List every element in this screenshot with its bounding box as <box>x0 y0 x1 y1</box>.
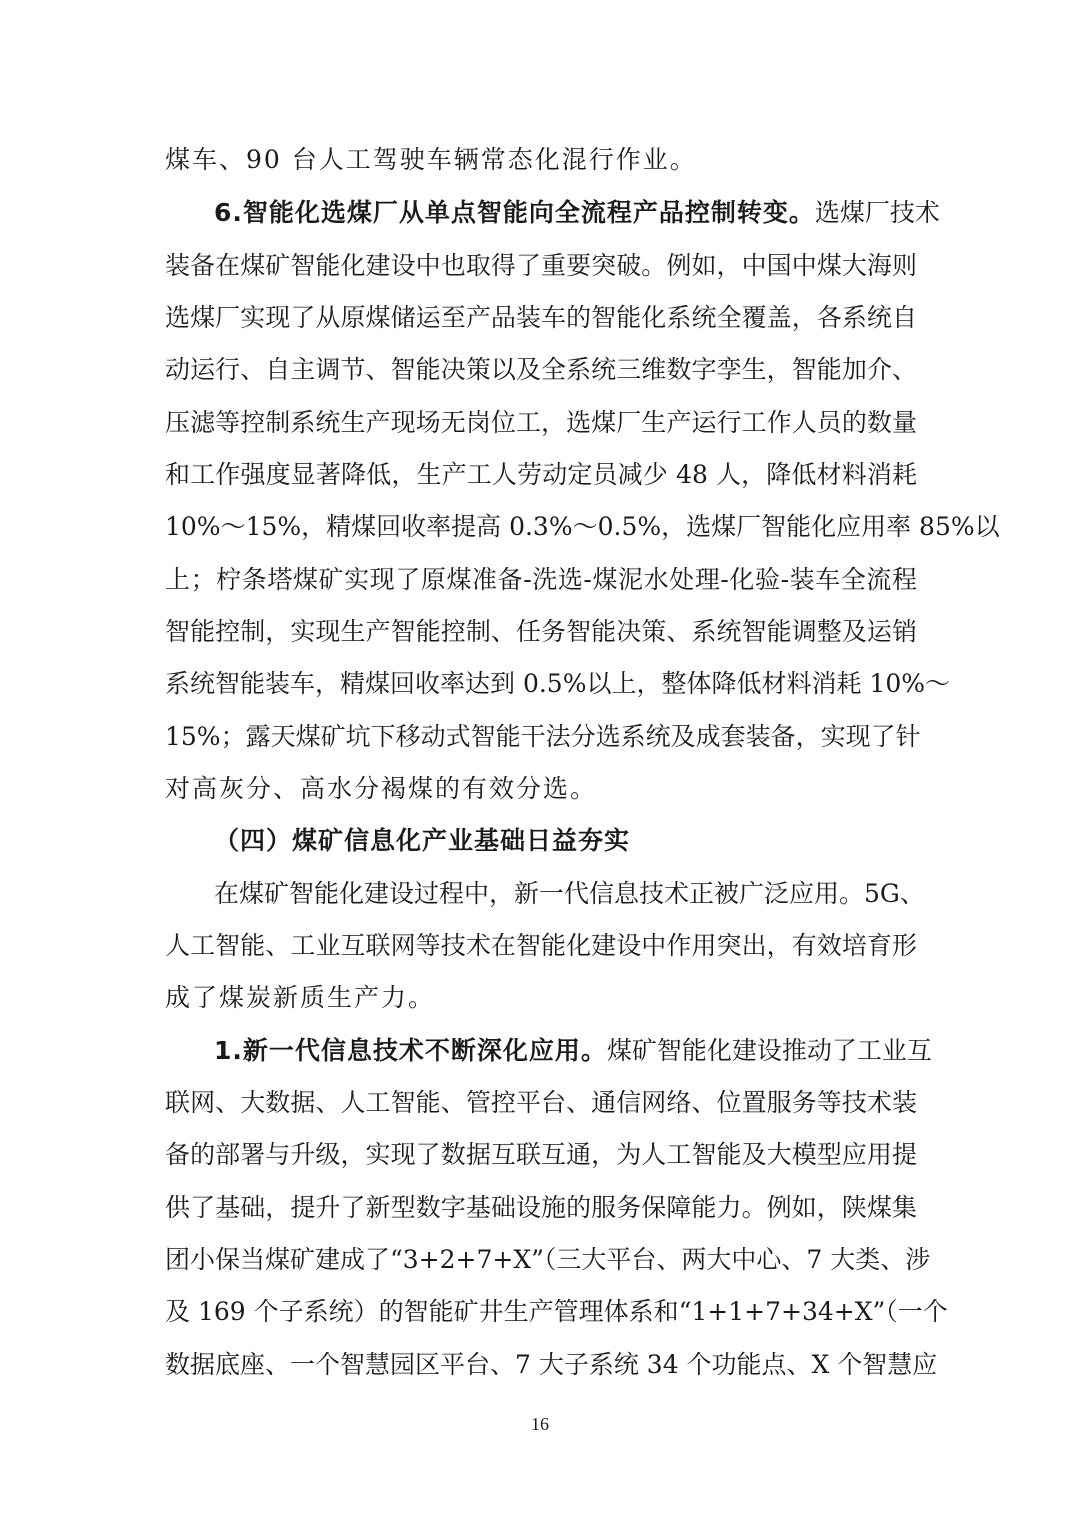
text-line: 10%～15%，精煤回收率提高 0.3%～0.5%，选煤厂智能化应用率 85%以 <box>165 512 1000 541</box>
text-line: 上；柠条塔煤矿实现了原煤准备-洗选-煤泥水处理-化验-装车全流程 <box>165 565 917 594</box>
text-line: 团小保当煤矿建成了“3+2+7+X”（三大平台、两大中心、7 大类、涉 <box>165 1245 931 1274</box>
text-line: 数据底座、一个智慧园区平台、7 大子系统 34 个功能点、X 个智慧应 <box>165 1350 938 1379</box>
text-line: 动运行、自主调节、智能决策以及全系统三维数字孪生，智能加介、 <box>165 355 917 384</box>
text-line: 和工作强度显著降低，生产工人劳动定员减少 48 人，降低材料消耗 <box>165 460 917 489</box>
text-run: 选煤厂技术 <box>814 198 940 227</box>
text-run: 煤矿智能化建设推动了工业互 <box>606 1036 932 1065</box>
section-heading-text: （四）煤矿信息化产业基础日益夯实 <box>214 826 631 855</box>
text-line: 及 169 个子系统）的智能矿井生产管理体系和“1+1+7+34+X”（一个 <box>165 1297 948 1326</box>
section-heading <box>214 826 917 858</box>
heading-line <box>214 198 940 230</box>
text-line: 在煤矿智能化建设过程中，新一代信息技术正被广泛应用。5G、 <box>214 879 925 908</box>
text-line: 装备在煤矿智能化建设中也取得了重要突破。例如，中国中煤大海则 <box>165 251 917 280</box>
text-line: 选煤厂实现了从原煤储运至产品装车的智能化系统全覆盖，各系统自 <box>165 303 917 332</box>
bold-heading: 1.新一代信息技术不断深化应用。 <box>214 1036 607 1065</box>
text-line: 成了煤炭新质生产力。 <box>165 983 436 1012</box>
text-line: 智能控制，实现生产智能控制、任务智能决策、系统智能调整及运销 <box>165 617 917 646</box>
text-line: 备的部署与升级，实现了数据互联互通，为人工智能及大模型应用提 <box>165 1140 917 1169</box>
text-line: 对高灰分、高水分褐煤的有效分选。 <box>165 774 598 803</box>
text-line: 人工智能、工业互联网等技术在智能化建设中作用突出，有效培育形 <box>165 931 917 960</box>
text-line: 联网、大数据、人工智能、管控平台、通信网络、位置服务等技术装 <box>165 1088 917 1117</box>
text-line: 15%；露天煤矿坑下移动式智能干法分选系统及成套装备，实现了针 <box>165 722 921 751</box>
heading-line <box>214 1036 932 1068</box>
text-line: 煤车、90 台人工驾驶车辆常态化混行作业。 <box>165 145 697 174</box>
text-line: 压滤等控制系统生产现场无岗位工，选煤厂生产运行工作人员的数量 <box>165 408 917 437</box>
text-line: 系统智能装车，精煤回收率达到 0.5%以上，整体降低材料消耗 10%～ <box>165 669 950 698</box>
text-line: 供了基础，提升了新型数字基础设施的服务保障能力。例如，陕煤集 <box>165 1193 917 1222</box>
page-number: 16 <box>531 1414 549 1434</box>
bold-heading: 6.智能化选煤厂从单点智能向全流程产品控制转变。 <box>214 198 815 227</box>
